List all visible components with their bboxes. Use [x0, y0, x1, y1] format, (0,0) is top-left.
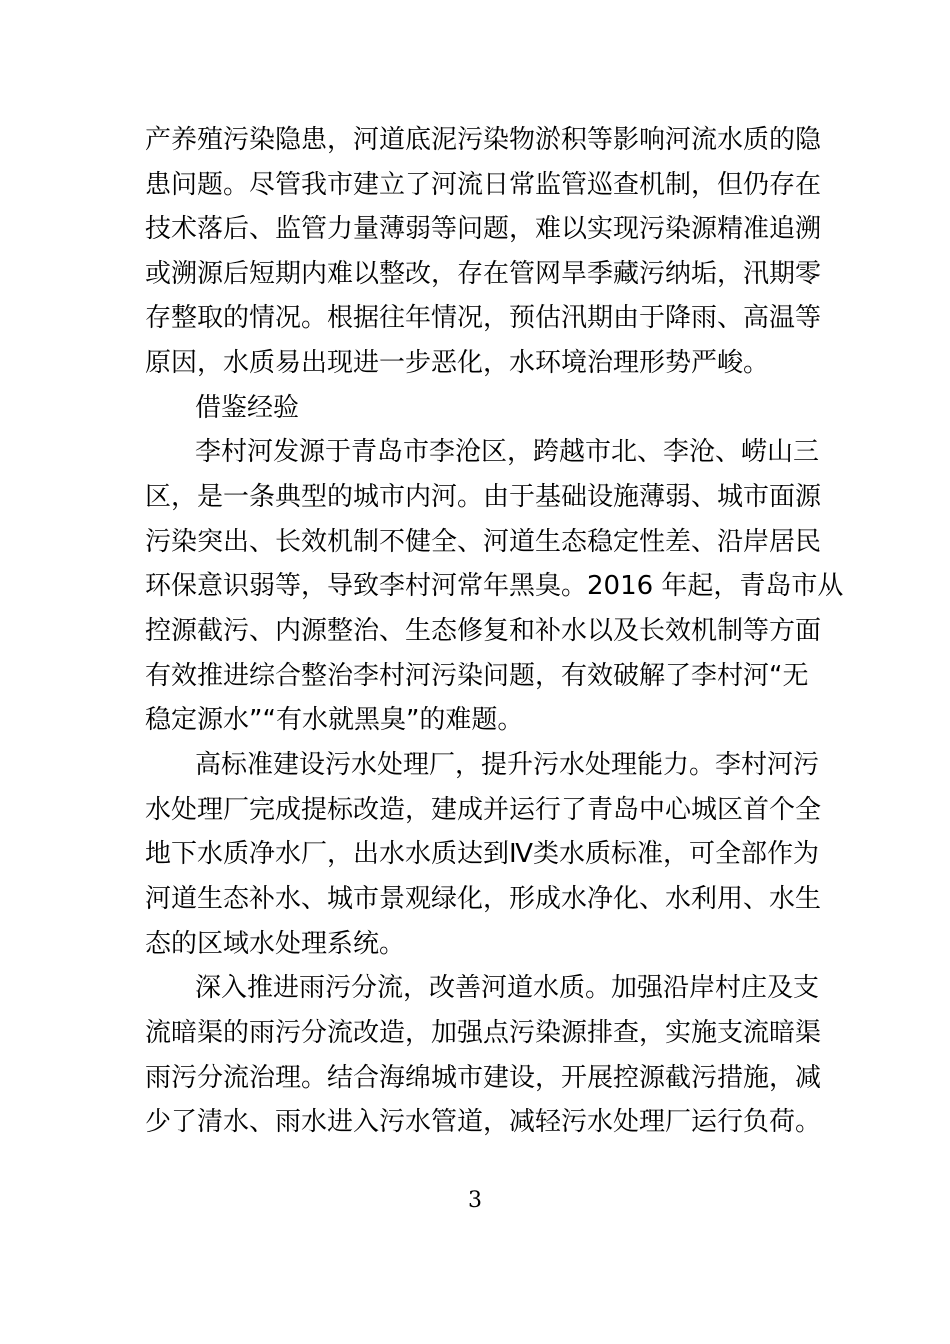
- text-line: 有效推进综合整治李村河污染问题，有效破解了李村河“无: [145, 661, 809, 691]
- text-line: 地下水质净水厂，出水水质达到Ⅳ类水质标准，可全部作为: [145, 839, 819, 869]
- text-line: 少了清水、雨水进入污水管道，减轻污水处理厂运行负荷。: [145, 1107, 822, 1137]
- text-line: 环保意识弱等，导致李村河常年黑臭。2016 年起，青岛市从: [145, 571, 844, 601]
- section-heading: 借鉴经验: [195, 393, 300, 423]
- text-line: 原因，水质易出现进一步恶化，水环境治理形势严峻。: [145, 348, 770, 378]
- page-number: 3: [468, 1188, 482, 1213]
- text-line: 污染突出、长效机制不健全、河道生态稳定性差、沿岸居民: [145, 527, 822, 557]
- text-line: 深入推进雨污分流，改善河道水质。加强沿岸村庄及支: [195, 973, 820, 1003]
- text-line: 水处理厂完成提标改造，建成并运行了青岛中心城区首个全: [145, 795, 822, 825]
- text-line: 高标准建设污水处理厂，提升污水处理能力。李村河污: [195, 750, 820, 780]
- text-line: 区，是一条典型的城市内河。由于基础设施薄弱、城市面源: [145, 482, 822, 512]
- text-line: 或溯源后短期内难以整改，存在管网旱季藏污纳垢，汛期零: [145, 259, 822, 289]
- text-line: 雨污分流治理。结合海绵城市建设，开展控源截污措施，减: [145, 1063, 822, 1093]
- text-line: 患问题。尽管我市建立了河流日常监管巡查机制，但仍存在: [145, 170, 822, 200]
- text-line: 态的区域水处理系统。: [145, 929, 406, 959]
- text-line: 存整取的情况。根据往年情况，预估汛期由于降雨、高温等: [145, 303, 822, 333]
- text-line: 稳定源水”“有水就黑臭”的难题。: [145, 705, 524, 735]
- text-line: 河道生态补水、城市景观绿化，形成水净化、水利用、水生: [145, 884, 822, 914]
- text-line: 流暗渠的雨污分流改造，加强点污染源排查，实施支流暗渠: [145, 1018, 822, 1048]
- text-line: 李村河发源于青岛市李沧区，跨越市北、李沧、崂山三: [195, 437, 820, 467]
- text-line: 技术落后、监管力量薄弱等问题，难以实现污染源精准追溯: [145, 214, 822, 244]
- text-line: 控源截污、内源整治、生态修复和补水以及长效机制等方面: [145, 616, 822, 646]
- text-line: 产养殖污染隐患，河道底泥污染物淤积等影响河流水质的隐: [145, 125, 822, 155]
